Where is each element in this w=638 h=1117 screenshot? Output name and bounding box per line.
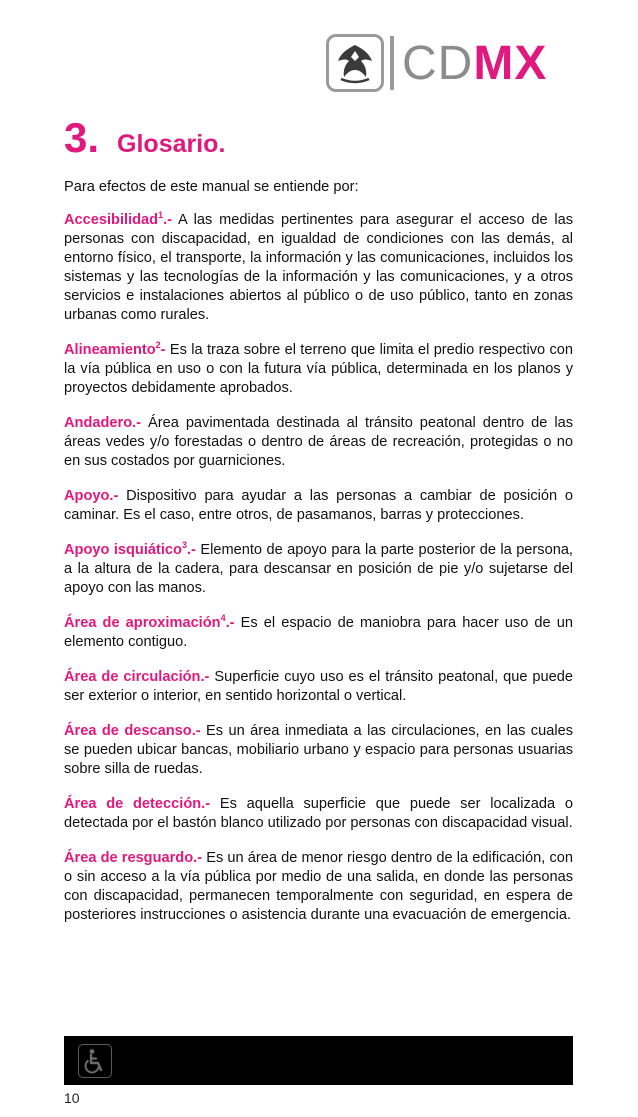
- glossary-entry: [64, 414, 573, 471]
- glossary-entry: [64, 541, 573, 598]
- glossary-term: [64, 850, 202, 866]
- term-separator: .-: [225, 615, 235, 631]
- glossary-term: [64, 488, 118, 504]
- glossary-entry: [64, 341, 573, 398]
- glossary-entry: [64, 211, 573, 325]
- glossary-entry: [64, 722, 573, 779]
- section-title: Glosario.: [117, 130, 226, 158]
- glossary-body: [64, 178, 573, 941]
- term-name: Apoyo: [64, 488, 110, 504]
- logo-text-cd: CD: [402, 37, 474, 90]
- term-separator: .-: [132, 415, 142, 431]
- glossary-term: [64, 796, 210, 812]
- glossary-term: [64, 212, 172, 228]
- intro-text: Para efectos de este manual se entiende por:: [64, 179, 359, 195]
- glossary-term: [64, 542, 196, 558]
- glossary-entry: [64, 849, 573, 925]
- term-name: Accesibilidad: [64, 212, 159, 228]
- footnote-marker: 3: [181, 540, 187, 551]
- term-definition: Es la traza sobre el terreno que limita el predio respectivo con la vía pública en uso o con la futura vía pública, determinada en los planos y proyectos debidamente aprobados.: [64, 342, 573, 396]
- term-definition: Dispositivo para ayudar a las personas a cambiar de posición o caminar. Es el caso, entre otros, de pasamanos, barras y protecciones.: [64, 488, 573, 523]
- term-name: Andadero: [64, 415, 133, 431]
- term-separator: .-: [201, 796, 211, 812]
- logo-wordmark: [402, 36, 547, 92]
- footnote-marker: 1: [158, 210, 164, 221]
- term-name: Área de detección: [64, 796, 202, 812]
- city-seal-icon: [326, 34, 384, 92]
- term-separator: .-: [193, 850, 203, 866]
- glossary-entry: [64, 614, 573, 652]
- term-separator: .-: [186, 542, 196, 558]
- term-definition: Área pavimentada destinada al tránsito peatonal dentro de las áreas vedes y/o forestadas o dentro de áreas de recreación, protegidas o no en sus costados por guarniciones.: [64, 415, 573, 469]
- logo-text-mx: MX: [473, 37, 548, 90]
- glossary-term: [64, 342, 166, 358]
- term-name: Área de resguardo: [64, 850, 194, 866]
- term-definition: A las medidas pertinentes para asegurar el acceso de las personas con discapacidad, en igualdad de condiciones con las demás, al entorno físico, el transporte, la información y las comunicaciones, incluidos los sistemas y las tecnologías de la información y las comunicaciones, y a otros servicios e instalaciones abiertos al público o de uso público, tanto en zonas urbanas como rurales.: [64, 212, 573, 323]
- section-number: 3.: [64, 114, 100, 161]
- term-name: Alineamiento: [64, 342, 156, 358]
- section-heading: [64, 114, 225, 162]
- glossary-term: [64, 669, 209, 685]
- term-definition: Es el espacio de maniobra para hacer uso de un elemento contiguo.: [64, 615, 573, 650]
- footnote-marker: 2: [155, 340, 161, 351]
- glossary-term: [64, 723, 201, 739]
- term-definition: Es aquella superficie que puede ser localizada o detectada por el bastón blanco utilizado por personas con discapacidad visual.: [64, 796, 574, 831]
- wheelchair-accessibility-icon: [78, 1044, 112, 1078]
- term-separator: -: [160, 342, 166, 358]
- footer-bar: [64, 1036, 573, 1085]
- term-name: Apoyo isquiático: [64, 542, 182, 558]
- term-separator: .-: [163, 212, 173, 228]
- term-separator: .-: [109, 488, 119, 504]
- glossary-term: [64, 415, 141, 431]
- logo-divider: [390, 36, 394, 90]
- glossary-entry: [64, 795, 573, 833]
- glossary-entry: [64, 668, 573, 706]
- cdmx-logo: [326, 30, 576, 96]
- term-definition: Superficie cuyo uso es el tránsito peatonal, que puede ser exterior o interior, en sentido horizontal o vertical.: [64, 669, 573, 704]
- page-number: 10: [64, 1090, 80, 1106]
- term-name: Área de circulación: [64, 669, 201, 685]
- term-definition: Es un área de menor riesgo dentro de la edificación, con o sin acceso a la vía pública por medio de una salida, en donde las personas con discapacidad, permanecen temporalmente con seguridad, en espera de posteriores instrucciones o asistencia durante una evacuación de emergencia.: [64, 850, 573, 923]
- term-name: Área de descanso: [64, 723, 192, 739]
- glossary-entry: [64, 487, 573, 525]
- term-name: Área de aproximación: [64, 615, 221, 631]
- term-separator: .-: [191, 723, 201, 739]
- term-separator: .-: [200, 669, 210, 685]
- glossary-entries: [64, 211, 573, 925]
- term-definition: Elemento de apoyo para la parte posterior de la persona, a la altura de la cadera, para descansar en posición de pie y/o sujetarse del apoyo con las manos.: [64, 542, 573, 596]
- footnote-marker: 4: [220, 613, 226, 624]
- glossary-term: [64, 615, 235, 631]
- term-definition: Es un área inmediata a las circulaciones, en las cuales se pueden ubicar bancas, mobiliario urbano y espacio para personas usuarias sobre silla de ruedas.: [64, 723, 573, 777]
